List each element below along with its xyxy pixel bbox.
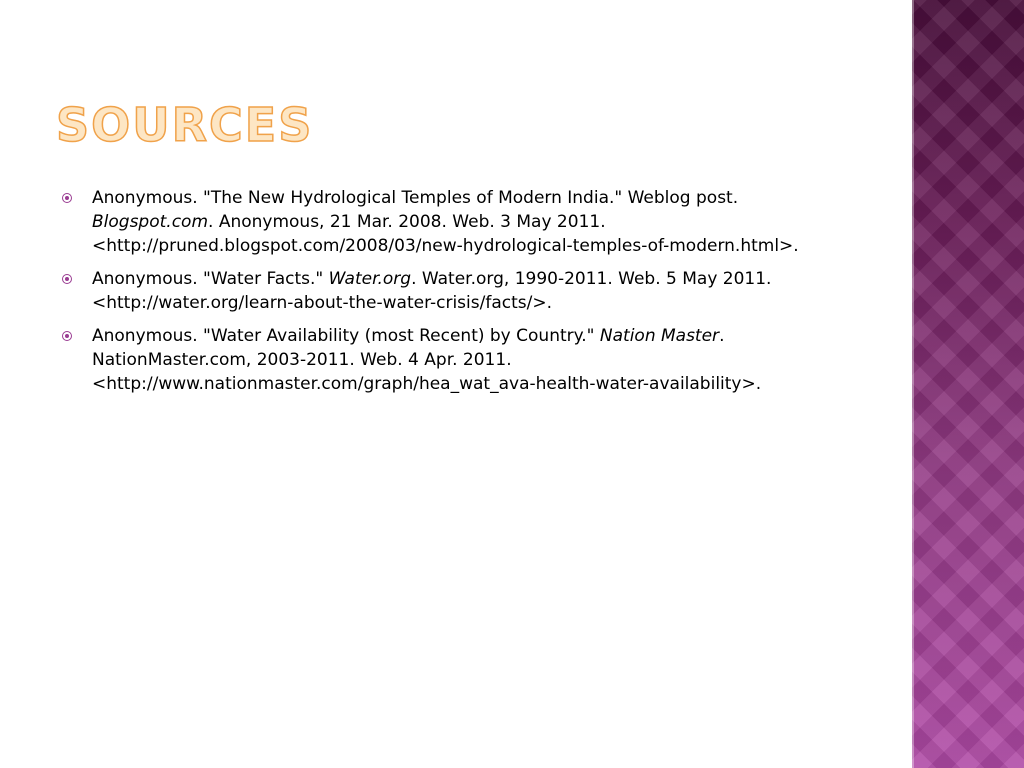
source-line: NationMaster.com, 2003-2011. Web. 4 Apr. 2011. [92, 350, 512, 370]
source-url: <http://www.nationmaster.com/graph/hea_wat_ava-health-water-availability>. [92, 374, 762, 394]
source-url: <http://pruned.blogspot.com/2008/03/new-hydrological-temples-of-modern.html>. [92, 236, 799, 256]
source-item-2 [62, 267, 882, 315]
source-text: . Water.org, 1990-2011. Web. 5 May 2011. [411, 269, 772, 289]
source-text: Anonymous. "Water Facts." [92, 269, 329, 289]
source-text: Anonymous. "The New Hydrological Temples of Modern India." Weblog post. [92, 188, 739, 208]
slide-title: SOURCES [56, 98, 314, 152]
source-line [92, 210, 882, 234]
source-text: . Anonymous, 21 Mar. 2008. Web. 3 May 2011. [208, 212, 606, 232]
bullet-icon [62, 274, 72, 284]
source-item-1 [62, 186, 882, 258]
source-publication: Blogspot.com [92, 212, 209, 232]
sources-list [62, 186, 882, 405]
bullet-icon [62, 331, 72, 341]
source-url: <http://water.org/learn-about-the-water-crisis/facts/>. [92, 293, 552, 313]
source-item-3 [62, 324, 882, 396]
source-text: Anonymous. "Water Availability (most Recent) by Country." [92, 326, 600, 346]
decorative-side-band [912, 0, 1024, 768]
source-line [92, 186, 882, 210]
source-publication: Nation Master [599, 326, 720, 346]
source-text: . [719, 326, 725, 346]
source-publication: Water.org [328, 269, 412, 289]
source-line [92, 324, 882, 348]
bullet-icon [62, 193, 72, 203]
source-line [92, 267, 882, 291]
